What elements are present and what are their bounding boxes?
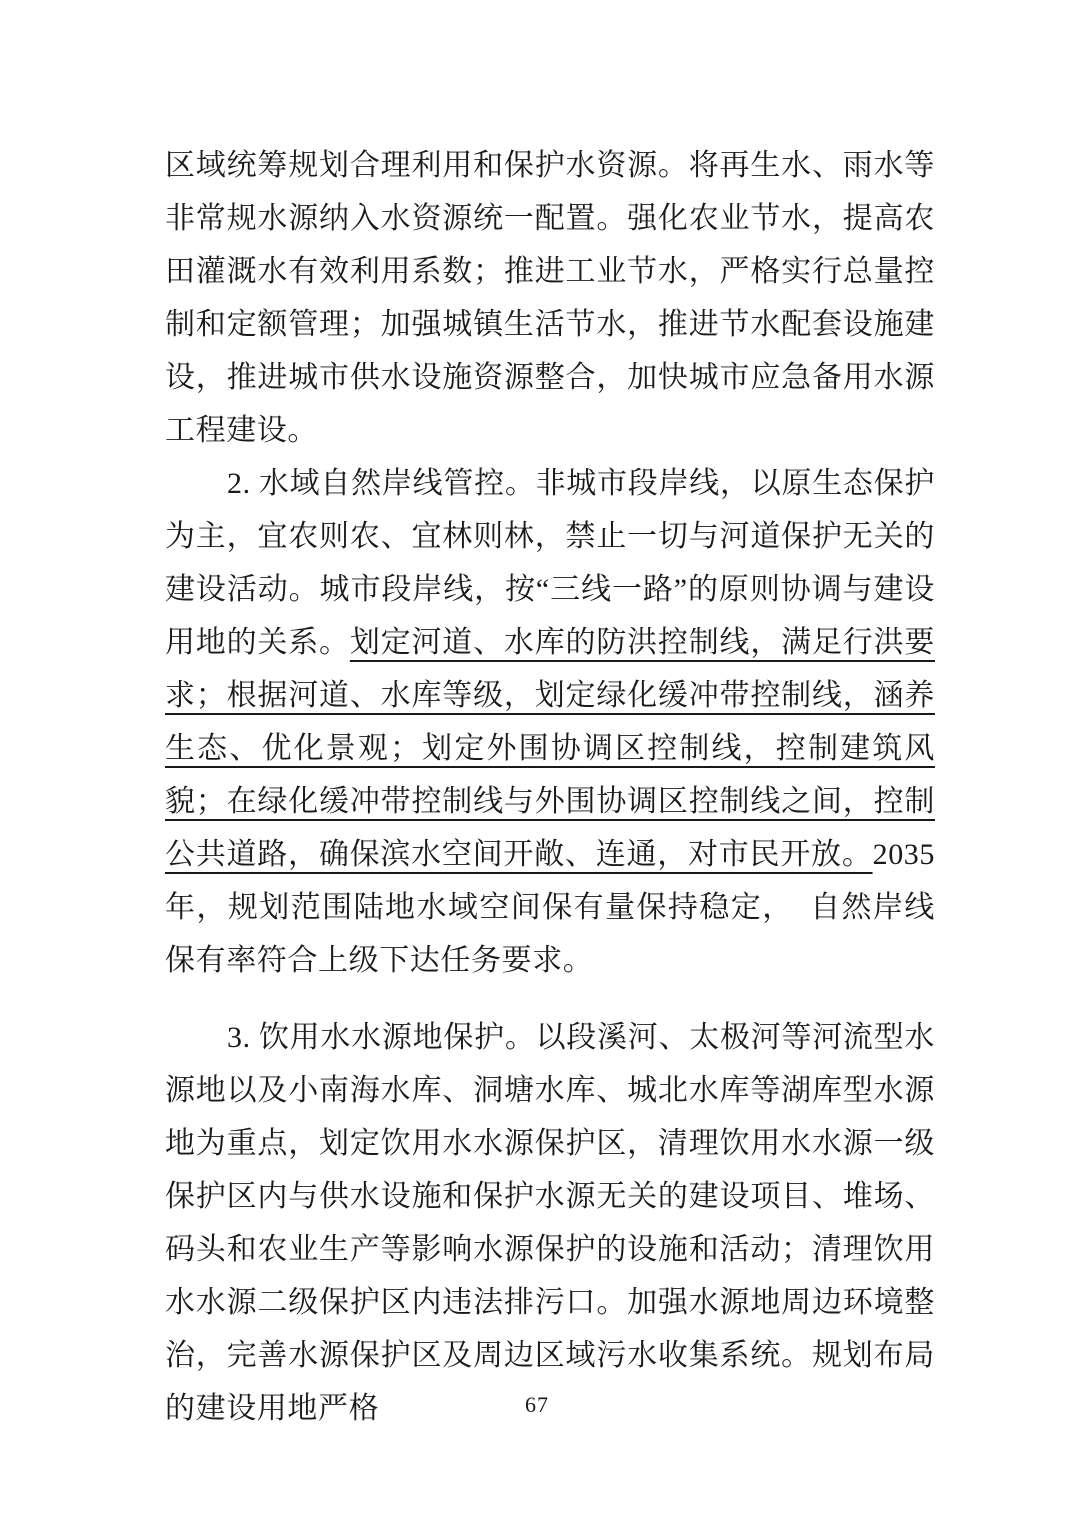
paragraph-shoreline-lead: 2. 水域自然岸线管控。非城市段岸线，以原生态保护为主，宜农则农、宜林则林，禁止一切与河道保护无关的建设活动。城市段岸线，按“三线一路”的原则协调与建设用地的关系。 (165, 467, 935, 659)
paragraph-shoreline-control (165, 457, 935, 987)
paragraph-shoreline-underlined-text: 划定河道、水库的防洪控制线，满足行洪要求；根据河道、水库等级，划定绿化缓冲带控制线，涵养生态、优化景观；划定外围协调区控制线，控制建筑风貌；在绿化缓冲带控制线与外围协调区控制线之间，控制公共道路，确保滨水空间开敞、连通，对市民开放。 (165, 626, 935, 871)
paragraph-water-resources: 区域统筹规划合理利用和保护水资源。将再生水、雨水等非常规水源纳入水资源统一配置。强化农业节水，提高农田灌溉水有效利用系数；推进工业节水，严格实行总量控制和定额管理；加强城镇生活节水，推进节水配套设施建设，推进城市供水设施资源整合，加快城市应急备用水源工程建设。 (165, 149, 935, 447)
paragraph-drinking-water-protection: 3. 饮用水水源地保护。以段溪河、太极河等河流型水源地以及小南海水库、洞塘水库、城北水库等湖库型水源地为重点，划定饮用水水源保护区，清理饮用水水源一级保护区内与供水设施和保护水源无关的建设项目、堆场、码头和农业生产等影响水源保护的设施和活动；清理饮用水水源二级保护区内违法排污口。加强水源地周边环境整治，完善水源保护区及周边区域污水收集系统。规划布局的建设用地严格 (165, 1021, 935, 1425)
page-footer (0, 1392, 1074, 1418)
page-number: 67 (525, 1392, 549, 1417)
paragraph-shoreline-tail: 2035 年，规划范围陆地水域空间保有量保持稳定， 自然岸线保有率符合上级下达任务要求。 (165, 838, 935, 977)
document-body (165, 139, 935, 1435)
